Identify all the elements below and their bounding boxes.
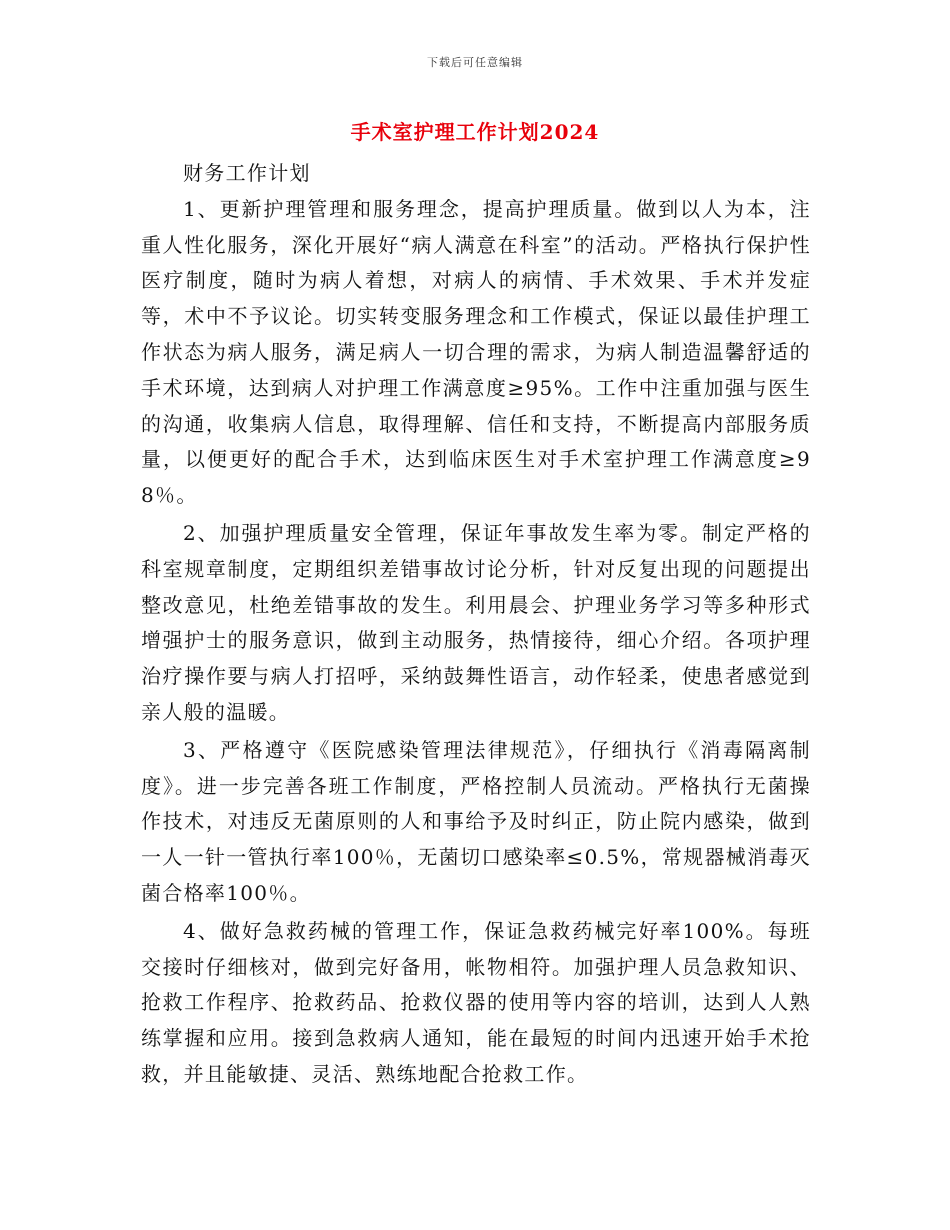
paragraph-4: 4、做好急救药械的管理工作，保证急救药械完好率100%。每班交接时仔细核对，做到完好备用，帐物相符。加强护理人员急救知识、抢救工作程序、抢救药品、抢救仪器的使用等内容的培训，达到人人熟练掌握和应用。接到急救病人通知，能在最短的时间内迅速开始手术抢救，并且能敏捷、灵活、熟练地配合抢救工作。 <box>141 918 811 1086</box>
document-subtitle: 财务工作计划 <box>183 161 311 185</box>
paragraph-1: 1、更新护理管理和服务理念，提高护理质量。做到以人为本，注重人性化服务，深化开展好“病人满意在科室”的活动。严格执行保护性医疗制度，随时为病人着想，对病人的病情、手术效果、手术并发症等，术中不予议论。切实转变服务理念和工作模式，保证以最佳护理工作状态为病人服务，满足病人一切合理的需求，为病人制造温馨舒适的手术环境，达到病人对护理工作满意度≥95%。工作中注重加强与医生的沟通，收集病人信息，取得理解、信任和支持，不断提高内部服务质量，以便更好的配合手术，达到临床医生对手术室护理工作满意度≥98％。 <box>141 196 811 508</box>
document-title: 手术室护理工作计划2024 <box>350 120 600 144</box>
header-note: 下载后可任意编辑 <box>427 56 523 69</box>
paragraph-3: 3、严格遵守《医院感染管理法律规范》，仔细执行《消毒隔离制度》。进一步完善各班工作制度，严格控制人员流动。严格执行无菌操作技术，对违反无菌原则的人和事给予及时纠正，防止院内感染，做到一人一针一管执行率100％，无菌切口感染率≤0.5%，常规器械消毒灭菌合格率100％。 <box>141 737 811 905</box>
paragraph-2: 2、加强护理质量安全管理，保证年事故发生率为零。制定严格的科室规章制度，定期组织差错事故讨论分析，针对反复出现的问题提出整改意见，杜绝差错事故的发生。利用晨会、护理业务学习等多种形式增强护士的服务意识，做到主动服务，热情接待，细心介绍。各项护理治疗操作要与病人打招呼，采纳鼓舞性语言，动作轻柔，使患者感觉到亲人般的温暖。 <box>141 520 811 724</box>
document-body <box>141 156 811 1095</box>
